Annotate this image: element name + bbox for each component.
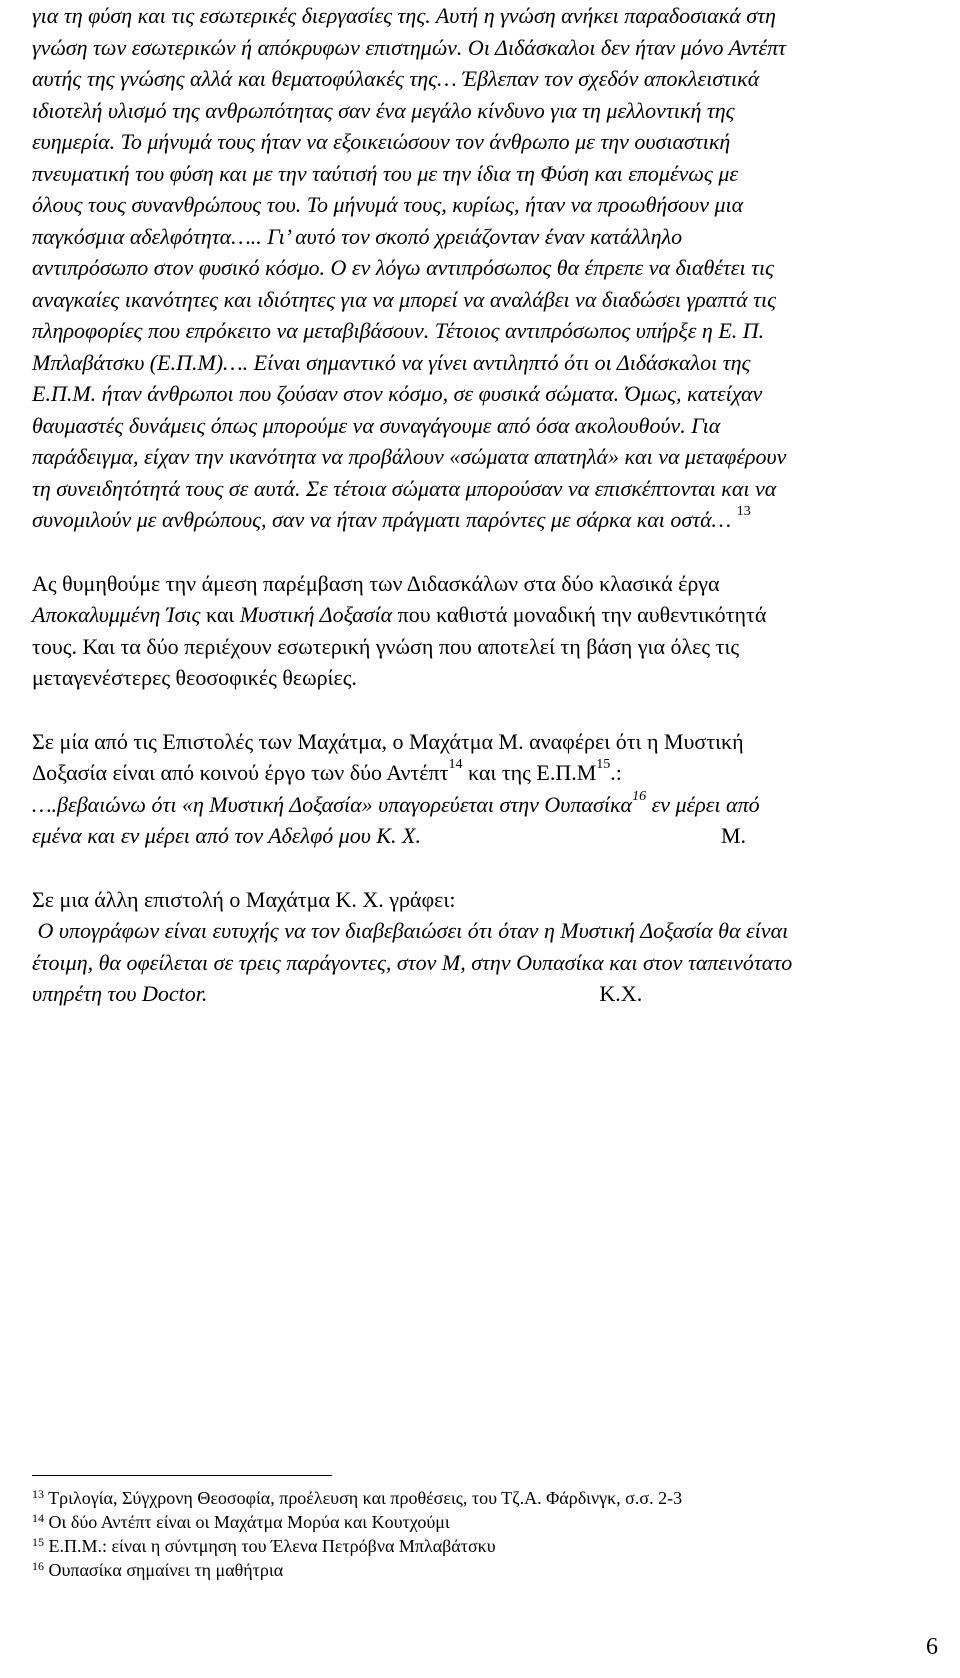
text-line: [32, 789, 930, 821]
quote-span: ….βεβαιώνω ότι «η Μυστική Δοξασία» υπαγορεύεται στην Ουπασίκα: [32, 791, 633, 817]
text-line: [32, 599, 930, 631]
paragraph-classic-works: [32, 568, 930, 694]
footnote-ref-14[interactable]: 14: [448, 757, 463, 772]
text-line: Σε μια άλλη επιστολή ο Μαχάτμα Κ. Χ. γράφει:: [32, 886, 456, 912]
text-span: Δοξασία είναι από κοινού έργο των δύο Αντέπτ: [32, 760, 449, 785]
text-line: τους. Και τα δύο περιέχουν εσωτερική γνώση που αποτελεί τη βάση για όλες τις: [32, 633, 740, 659]
text-line: Ας θυμηθούμε την άμεση παρέμβαση των Διδασκάλων στα δύο κλασικά έργα: [32, 570, 720, 596]
footnote-text: Τριλογία, Σύγχρονη Θεοσοφία, προέλευση και προθέσεις, του Τζ.Α. Φάρδινγκ, σ.σ. 2-3: [44, 1488, 683, 1508]
quote-span: υπηρέτη του Doctor.: [32, 981, 208, 1006]
text-span: .:: [610, 760, 622, 785]
footnote-number: 14: [32, 1511, 44, 1525]
text-line: [32, 820, 930, 852]
footnote-item: [32, 1486, 682, 1510]
text-line: γνώση των εσωτερικών ή απόκρυφων επιστημών. Οι Διδάσκαλοι δεν ήταν μόνο Αντέπτ: [32, 34, 787, 60]
text-line: αναγκαίες ικανότητες και ιδιότητες για να μπορεί να αναλάβει να διαδώσει γραπτά τις: [32, 286, 777, 312]
text-line: ευημερία. Το μήνυμά τους ήταν να εξοικειώσουν τον άνθρωπο με την ουσιαστική: [32, 129, 731, 154]
page-number: 6: [926, 1634, 938, 1660]
text-span: και της Ε.Π.Μ: [462, 760, 597, 785]
text-line: [32, 757, 930, 789]
text-line: πληροφορίες που επρόκειτο να μεταβιβάσουν. Τέτοιος αντιπρόσωπος υπήρξε η Ε. Π.: [32, 318, 765, 343]
footnote-text: Οι δύο Αντέπτ είναι οι Μαχάτμα Μορύα και Κουτχούμι: [44, 1512, 450, 1532]
text-line: έτοιμη, θα οφείλεται σε τρεις παράγοντες, στον Μ, στην Ουπασίκα και στον ταπεινότατο: [32, 949, 793, 975]
paragraph-kh-letter: [32, 884, 930, 1010]
text-line: μεταγενέστερες θεοσοφικές θεωρίες.: [32, 665, 357, 690]
text-line: θαυμαστές δυνάμεις όπως μπορούμε να συναγάγουμε από όσα ακολουθούν. Για: [32, 412, 721, 438]
signature-m: Μ.: [721, 823, 747, 848]
footnote-text: Ουπασίκα σημαίνει τη μαθήτρια: [44, 1560, 284, 1580]
text-line: όλους τους συνανθρώπους του. Το μήνυμά τους, κυρίως, ήταν να προωθήσουν μια: [32, 192, 744, 217]
text-line: για τη φύση και τις εσωτερικές διεργασίες της. Αυτή η γνώση ανήκει παραδοσιακά στη: [32, 3, 776, 28]
footnote-number: 16: [32, 1559, 44, 1573]
text-span: που καθιστά μοναδική την αυθεντικότητά: [392, 602, 767, 627]
text-line: Ο υπογράφων είναι ευτυχής να τον διαβεβαιώσει ότι όταν η Μυστική Δοξασία θα είναι: [32, 918, 789, 943]
text-line: [32, 978, 930, 1010]
signature-kx: Κ.Χ.: [599, 981, 643, 1006]
text-line: Ε.Π.Μ. ήταν άνθρωποι που ζούσαν στον κόσμο, σε φυσικά σώματα. Όμως, κατείχαν: [32, 381, 763, 406]
footnote-item: [32, 1510, 682, 1534]
text-line: Μπλαβάτσκυ (Ε.Π.Μ)…. Είναι σημαντικό να γίνει αντιληπτό ότι οι Διδάσκαλοι της: [32, 349, 751, 375]
body-text: [32, 0, 930, 1010]
footnote-ref-16[interactable]: 16: [632, 788, 647, 804]
footnotes: [32, 1486, 682, 1582]
book-title-isis: Αποκαλυμμένη Ίσις: [32, 602, 201, 627]
text-line: πνευματική του φύση και με την ταύτισή του με την ίδια τη Φύση και επομένως με: [32, 160, 739, 186]
quote-span: εν μέρει από: [646, 791, 760, 817]
text-line: ιδιοτελή υλισμό της ανθρωπότητας σαν ένα μεγάλο κίνδυνο για τη μελλοντική της: [32, 97, 735, 123]
quote-span: εμένα και εν μέρει από τον Αδελφό μου Κ. Χ.: [32, 823, 421, 848]
text-line: παράδειγμα, είχαν την ικανότητα να προβάλουν «σώματα απατηλά» και να μεταφέρουν: [32, 444, 787, 469]
footnote-ref-13[interactable]: 13: [736, 504, 751, 519]
text-line: τη συνειδητότητά τους σε αυτά. Σε τέτοια σώματα μπορούσαν να επισκέπτονται και να: [32, 475, 777, 501]
text-span: και: [200, 602, 240, 627]
paragraph-mahatma-letter: [32, 726, 930, 852]
footnote-separator: [32, 1475, 332, 1476]
footnote-text: Ε.Π.Μ.: είναι η σύντμηση του Έλενα Πετρόβνα Μπλαβάτσκυ: [44, 1536, 496, 1556]
text-line: [32, 504, 930, 536]
text-line: παγκόσμια αδελφότητα….. Γι’ αυτό τον σκοπό χρειάζονταν έναν κατάλληλο: [32, 223, 683, 249]
paragraph-italic-passage: [32, 0, 930, 536]
footnote-item: [32, 1534, 682, 1558]
footnote-number: 13: [32, 1487, 44, 1501]
text-span: συνομιλούν με ανθρώπους, σαν να ήταν πράγματι παρόντες με σάρκα και οστά…: [32, 507, 732, 532]
footnote-item: [32, 1558, 682, 1582]
text-line: αυτής της γνώσης αλλά και θεματοφύλακές της… Έβλεπαν τον σχεδόν αποκλειστικά: [32, 66, 760, 91]
footnote-ref-15[interactable]: 15: [596, 757, 611, 772]
footnote-number: 15: [32, 1535, 44, 1549]
text-line: Σε μία από τις Επιστολές των Μαχάτμα, ο Μαχάτμα Μ. αναφέρει ότι η Μυστική: [32, 728, 744, 754]
book-title-secret-doctrine: Μυστική Δοξασία: [239, 602, 393, 627]
text-line: αντιπρόσωπο στον φυσικό κόσμο. Ο εν λόγω αντιπρόσωπος θα έπρεπε να διαθέτει τις: [32, 255, 774, 280]
